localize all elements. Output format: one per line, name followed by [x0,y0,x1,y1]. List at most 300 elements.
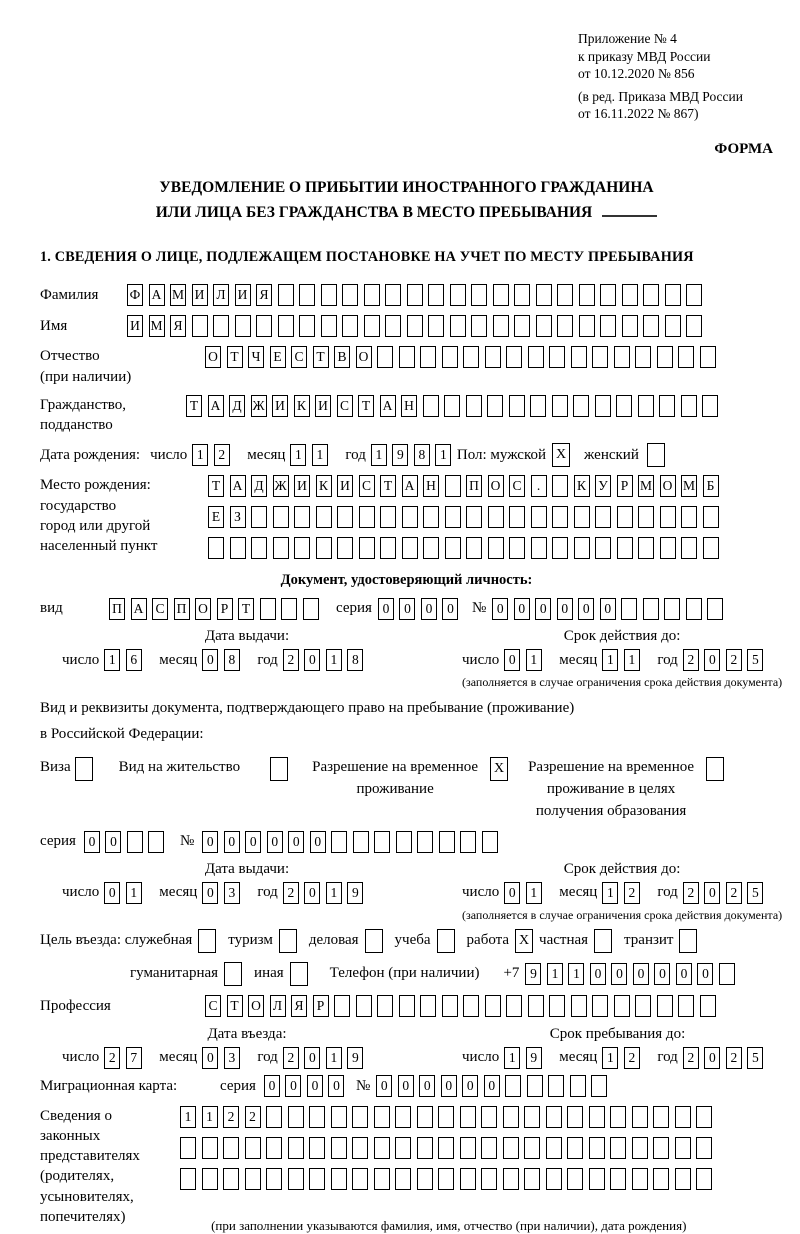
doc-series-cells[interactable] [378,598,464,620]
char-cell[interactable] [571,995,587,1017]
char-cell[interactable]: Т [238,598,254,620]
char-cell[interactable]: Т [186,395,202,417]
char-cell[interactable]: 1 [126,882,142,904]
char-cell[interactable] [359,506,375,528]
char-cell[interactable] [356,995,372,1017]
char-cell[interactable] [591,1075,607,1097]
char-cell[interactable]: Б [703,475,719,497]
char-cell[interactable] [460,831,476,853]
char-cell[interactable] [266,1106,282,1128]
char-cell[interactable]: 0 [704,882,720,904]
char-cell[interactable]: 0 [264,1075,280,1097]
char-cell[interactable] [463,346,479,368]
char-cell[interactable] [643,598,659,620]
char-cell[interactable]: Т [358,395,374,417]
char-cell[interactable] [488,506,504,528]
char-cell[interactable] [595,537,611,559]
char-cell[interactable] [399,995,415,1017]
char-cell[interactable] [377,346,393,368]
char-cell[interactable]: 0 [419,1075,435,1097]
char-cell[interactable] [374,1137,390,1159]
char-cell[interactable] [380,506,396,528]
char-cell[interactable] [531,537,547,559]
char-cell[interactable]: 0 [202,649,218,671]
char-cell[interactable]: 1 [602,1047,618,1069]
char-cell[interactable] [600,315,616,337]
char-cell[interactable]: 1 [180,1106,196,1128]
char-cell[interactable]: 1 [568,963,584,985]
char-cell[interactable]: 0 [399,598,415,620]
char-cell[interactable] [180,1168,196,1190]
char-cell[interactable] [675,1168,691,1190]
char-cell[interactable]: 0 [267,831,283,853]
char-cell[interactable]: 0 [504,649,520,671]
char-cell[interactable] [595,395,611,417]
char-cell[interactable]: Н [423,475,439,497]
char-cell[interactable] [621,598,637,620]
char-cell[interactable]: 1 [526,649,542,671]
char-cell[interactable]: С [509,475,525,497]
char-cell[interactable] [657,995,673,1017]
char-cell[interactable] [460,1106,476,1128]
char-cell[interactable] [485,346,501,368]
char-cell[interactable] [395,1168,411,1190]
char-cell[interactable]: 0 [310,831,326,853]
char-cell[interactable] [148,831,164,853]
char-cell[interactable]: 1 [504,1047,520,1069]
char-cell[interactable]: К [316,475,332,497]
char-cell[interactable]: 2 [683,1047,699,1069]
char-cell[interactable]: 2 [245,1106,261,1128]
char-cell[interactable] [230,537,246,559]
char-cell[interactable] [288,1168,304,1190]
char-cell[interactable] [552,537,568,559]
char-cell[interactable]: 1 [290,444,306,466]
char-cell[interactable]: 2 [624,1047,640,1069]
char-cell[interactable] [675,1137,691,1159]
char-cell[interactable] [445,475,461,497]
char-cell[interactable]: О [205,346,221,368]
char-cell[interactable] [622,315,638,337]
char-cell[interactable]: 2 [104,1047,120,1069]
char-cell[interactable] [395,1137,411,1159]
char-cell[interactable]: 0 [441,1075,457,1097]
char-cell[interactable]: Я [256,284,272,306]
char-cell[interactable] [294,506,310,528]
char-cell[interactable] [643,284,659,306]
residence-permit-checkbox[interactable] [270,757,288,781]
doc-valid-month-cells[interactable] [602,649,645,671]
char-cell[interactable]: А [380,395,396,417]
char-cell[interactable]: Ж [273,475,289,497]
char-cell[interactable]: 0 [697,963,713,985]
char-cell[interactable] [614,995,630,1017]
char-cell[interactable]: 0 [304,649,320,671]
char-cell[interactable] [509,506,525,528]
char-cell[interactable] [334,995,350,1017]
char-cell[interactable] [589,1168,605,1190]
char-cell[interactable] [546,1106,562,1128]
stay-day-cells[interactable] [504,1047,547,1069]
char-cell[interactable]: 1 [312,444,328,466]
char-cell[interactable]: М [170,284,186,306]
doc-issue-month-cells[interactable] [202,649,245,671]
char-cell[interactable] [503,1137,519,1159]
char-cell[interactable]: О [660,475,676,497]
temp-residence-checkbox[interactable]: X [490,757,508,781]
char-cell[interactable]: 2 [726,649,742,671]
char-cell[interactable] [703,537,719,559]
char-cell[interactable]: В [334,346,350,368]
char-cell[interactable] [536,284,552,306]
rvp-valid-year-cells[interactable] [683,882,769,904]
char-cell[interactable]: П [174,598,190,620]
char-cell[interactable]: 0 [224,831,240,853]
char-cell[interactable] [610,1106,626,1128]
char-cell[interactable] [245,1137,261,1159]
char-cell[interactable]: И [192,284,208,306]
visa-checkbox[interactable] [75,757,93,781]
char-cell[interactable]: 1 [326,882,342,904]
char-cell[interactable] [278,315,294,337]
char-cell[interactable] [664,598,680,620]
char-cell[interactable] [337,506,353,528]
char-cell[interactable]: Н [401,395,417,417]
char-cell[interactable] [423,395,439,417]
char-cell[interactable]: 3 [224,882,240,904]
char-cell[interactable] [643,315,659,337]
char-cell[interactable] [493,315,509,337]
birth-place-cells-row1[interactable] [208,475,724,497]
char-cell[interactable] [395,1106,411,1128]
char-cell[interactable]: Т [380,475,396,497]
char-cell[interactable] [417,1137,433,1159]
char-cell[interactable] [686,284,702,306]
char-cell[interactable] [466,537,482,559]
char-cell[interactable] [579,284,595,306]
char-cell[interactable] [528,346,544,368]
char-cell[interactable] [192,315,208,337]
char-cell[interactable]: Я [291,995,307,1017]
char-cell[interactable]: Л [270,995,286,1017]
char-cell[interactable] [342,315,358,337]
char-cell[interactable] [407,284,423,306]
char-cell[interactable] [481,1106,497,1128]
char-cell[interactable]: 0 [557,598,573,620]
char-cell[interactable] [506,995,522,1017]
birth-year-cells[interactable] [371,444,457,466]
char-cell[interactable]: 1 [624,649,640,671]
char-cell[interactable] [331,831,347,853]
char-cell[interactable] [359,537,375,559]
char-cell[interactable]: 2 [624,882,640,904]
char-cell[interactable] [632,1168,648,1190]
sex-female-checkbox[interactable] [647,443,665,467]
char-cell[interactable] [374,1168,390,1190]
char-cell[interactable] [592,346,608,368]
char-cell[interactable]: С [337,395,353,417]
char-cell[interactable] [423,537,439,559]
char-cell[interactable]: 1 [202,1106,218,1128]
char-cell[interactable] [686,598,702,620]
char-cell[interactable] [273,537,289,559]
char-cell[interactable] [536,315,552,337]
rvp-issue-day-cells[interactable] [104,882,147,904]
char-cell[interactable] [294,537,310,559]
char-cell[interactable] [574,537,590,559]
char-cell[interactable] [616,395,632,417]
char-cell[interactable] [428,284,444,306]
char-cell[interactable]: 1 [547,963,563,985]
char-cell[interactable]: И [127,315,143,337]
char-cell[interactable] [471,284,487,306]
char-cell[interactable] [622,284,638,306]
given-name-cells[interactable] [127,315,708,337]
char-cell[interactable]: 0 [421,598,437,620]
char-cell[interactable] [514,284,530,306]
char-cell[interactable]: И [272,395,288,417]
char-cell[interactable]: 9 [347,882,363,904]
char-cell[interactable]: 2 [223,1106,239,1128]
char-cell[interactable]: И [294,475,310,497]
char-cell[interactable] [438,1106,454,1128]
char-cell[interactable] [438,1168,454,1190]
char-cell[interactable]: А [402,475,418,497]
char-cell[interactable] [524,1106,540,1128]
char-cell[interactable] [316,506,332,528]
char-cell[interactable] [288,1137,304,1159]
char-cell[interactable] [180,1137,196,1159]
char-cell[interactable]: 8 [347,649,363,671]
char-cell[interactable]: К [294,395,310,417]
char-cell[interactable]: 0 [104,882,120,904]
char-cell[interactable] [571,346,587,368]
char-cell[interactable]: 0 [307,1075,323,1097]
char-cell[interactable] [364,315,380,337]
char-cell[interactable]: 0 [442,598,458,620]
char-cell[interactable]: Т [227,346,243,368]
char-cell[interactable]: 0 [600,598,616,620]
char-cell[interactable] [700,995,716,1017]
char-cell[interactable]: 0 [328,1075,344,1097]
purpose-work-checkbox[interactable]: X [515,929,533,953]
char-cell[interactable] [466,506,482,528]
char-cell[interactable]: А [149,284,165,306]
char-cell[interactable] [514,315,530,337]
char-cell[interactable] [567,1168,583,1190]
char-cell[interactable] [546,1168,562,1190]
char-cell[interactable] [503,1106,519,1128]
char-cell[interactable]: 0 [378,598,394,620]
char-cell[interactable] [665,315,681,337]
char-cell[interactable] [374,831,390,853]
char-cell[interactable]: 6 [126,649,142,671]
char-cell[interactable] [423,506,439,528]
char-cell[interactable] [202,1137,218,1159]
char-cell[interactable]: С [359,475,375,497]
char-cell[interactable] [552,395,568,417]
char-cell[interactable] [653,1106,669,1128]
char-cell[interactable] [260,598,276,620]
char-cell[interactable]: 7 [126,1047,142,1069]
char-cell[interactable]: Т [208,475,224,497]
char-cell[interactable] [638,537,654,559]
char-cell[interactable]: 1 [602,649,618,671]
purpose-business-checkbox[interactable] [365,929,383,953]
char-cell[interactable]: Ч [248,346,264,368]
char-cell[interactable]: О [248,995,264,1017]
char-cell[interactable]: У [595,475,611,497]
phone-cells[interactable] [525,963,740,985]
char-cell[interactable] [445,537,461,559]
char-cell[interactable] [442,995,458,1017]
char-cell[interactable] [610,1137,626,1159]
purpose-tourism-checkbox[interactable] [279,929,297,953]
char-cell[interactable]: 0 [84,831,100,853]
char-cell[interactable] [438,1137,454,1159]
doc-issue-day-cells[interactable] [104,649,147,671]
patronymic-cells[interactable] [205,346,721,368]
char-cell[interactable] [420,995,436,1017]
char-cell[interactable] [450,315,466,337]
doc-number-cells[interactable] [492,598,729,620]
char-cell[interactable] [703,506,719,528]
char-cell[interactable] [702,395,718,417]
char-cell[interactable] [342,284,358,306]
char-cell[interactable] [552,506,568,528]
char-cell[interactable]: З [230,506,246,528]
char-cell[interactable]: 0 [590,963,606,985]
char-cell[interactable] [493,284,509,306]
char-cell[interactable]: 0 [202,1047,218,1069]
char-cell[interactable]: 0 [492,598,508,620]
char-cell[interactable]: 1 [435,444,451,466]
char-cell[interactable]: 0 [484,1075,500,1097]
char-cell[interactable] [417,831,433,853]
char-cell[interactable] [573,395,589,417]
char-cell[interactable] [439,831,455,853]
char-cell[interactable] [659,395,675,417]
char-cell[interactable] [570,1075,586,1097]
char-cell[interactable] [266,1168,282,1190]
char-cell[interactable] [696,1168,712,1190]
char-cell[interactable]: 0 [288,831,304,853]
char-cell[interactable] [509,395,525,417]
char-cell[interactable] [471,315,487,337]
char-cell[interactable] [657,346,673,368]
char-cell[interactable]: Ф [127,284,143,306]
birth-place-cells-row2[interactable] [208,506,724,528]
char-cell[interactable] [524,1168,540,1190]
entry-month-cells[interactable] [202,1047,245,1069]
char-cell[interactable]: Е [208,506,224,528]
char-cell[interactable] [385,284,401,306]
char-cell[interactable]: 0 [704,1047,720,1069]
char-cell[interactable] [610,1168,626,1190]
char-cell[interactable] [552,475,568,497]
doc-valid-day-cells[interactable] [504,649,547,671]
char-cell[interactable] [592,995,608,1017]
representatives-cells-row1[interactable] [180,1106,718,1128]
char-cell[interactable]: Е [270,346,286,368]
birth-month-cells[interactable] [290,444,333,466]
char-cell[interactable] [579,315,595,337]
purpose-transit-checkbox[interactable] [679,929,697,953]
char-cell[interactable] [632,1137,648,1159]
char-cell[interactable] [316,537,332,559]
char-cell[interactable]: 5 [747,882,763,904]
char-cell[interactable] [309,1168,325,1190]
char-cell[interactable] [288,1106,304,1128]
char-cell[interactable] [273,506,289,528]
char-cell[interactable] [675,1106,691,1128]
char-cell[interactable] [653,1137,669,1159]
char-cell[interactable]: 5 [747,1047,763,1069]
char-cell[interactable]: С [205,995,221,1017]
char-cell[interactable]: 1 [104,649,120,671]
char-cell[interactable]: 0 [376,1075,392,1097]
char-cell[interactable] [352,1168,368,1190]
char-cell[interactable] [509,537,525,559]
char-cell[interactable] [444,395,460,417]
char-cell[interactable] [281,598,297,620]
char-cell[interactable]: К [574,475,590,497]
char-cell[interactable]: 0 [398,1075,414,1097]
char-cell[interactable]: Р [217,598,233,620]
char-cell[interactable] [678,346,694,368]
char-cell[interactable]: 2 [683,649,699,671]
char-cell[interactable]: 0 [285,1075,301,1097]
rvp-number-cells[interactable] [202,831,503,853]
char-cell[interactable] [337,537,353,559]
stay-month-cells[interactable] [602,1047,645,1069]
char-cell[interactable] [266,1137,282,1159]
char-cell[interactable]: И [235,284,251,306]
char-cell[interactable]: М [149,315,165,337]
char-cell[interactable] [309,1106,325,1128]
char-cell[interactable] [574,506,590,528]
rvp-issue-month-cells[interactable] [202,882,245,904]
char-cell[interactable] [557,284,573,306]
char-cell[interactable] [353,831,369,853]
char-cell[interactable] [309,1137,325,1159]
char-cell[interactable]: Д [229,395,245,417]
birth-day-cells[interactable] [192,444,235,466]
char-cell[interactable]: А [131,598,147,620]
char-cell[interactable]: 5 [747,649,763,671]
char-cell[interactable] [460,1137,476,1159]
char-cell[interactable]: 0 [514,598,530,620]
char-cell[interactable] [681,506,697,528]
char-cell[interactable]: М [638,475,654,497]
char-cell[interactable] [681,537,697,559]
char-cell[interactable]: О [356,346,372,368]
char-cell[interactable] [487,395,503,417]
char-cell[interactable] [278,284,294,306]
char-cell[interactable] [407,315,423,337]
char-cell[interactable] [567,1106,583,1128]
char-cell[interactable]: 0 [462,1075,478,1097]
char-cell[interactable] [528,995,544,1017]
char-cell[interactable]: 2 [726,1047,742,1069]
purpose-study-checkbox[interactable] [437,929,455,953]
stay-year-cells[interactable] [683,1047,769,1069]
rvp-series-cells[interactable] [84,831,170,853]
char-cell[interactable] [567,1137,583,1159]
char-cell[interactable] [235,315,251,337]
char-cell[interactable]: П [109,598,125,620]
char-cell[interactable]: 1 [526,882,542,904]
